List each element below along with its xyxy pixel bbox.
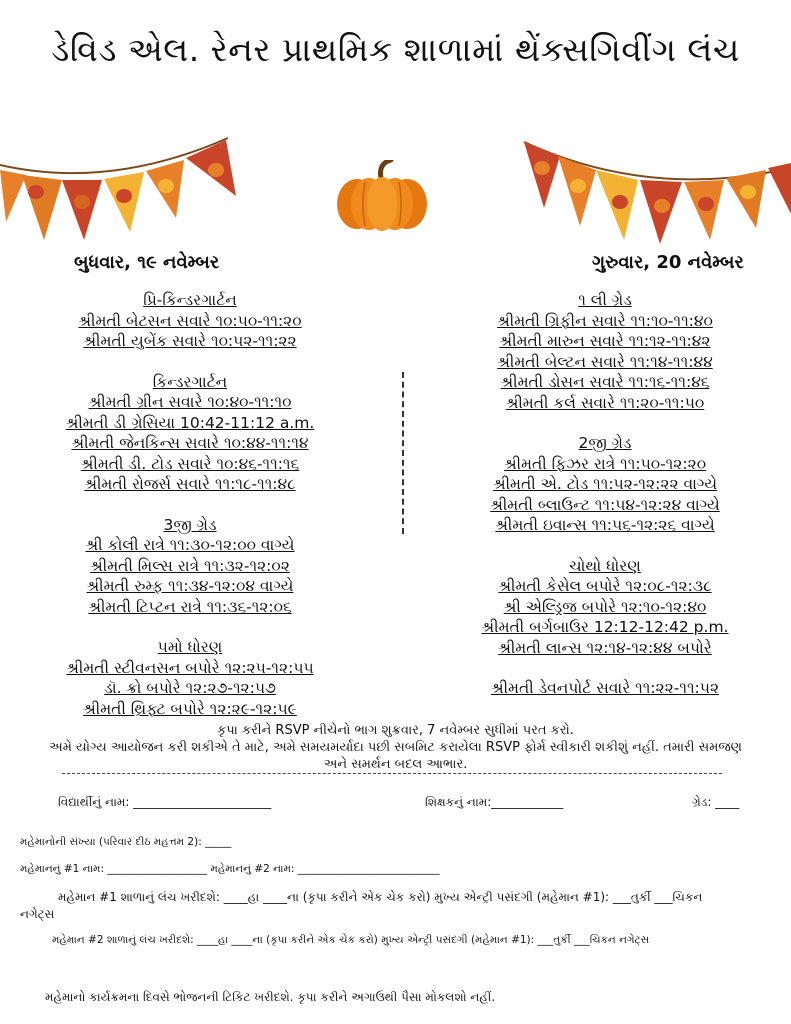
teacher-slot: શ્રીમતી યુબેંક સવારે ૧૦:૫૨-૧૧:૨૨ xyxy=(83,332,297,350)
teacher-slot: શ્રીમતી એ. ટોડ ૧૧:૫૨-૧૨:૨૨ વાગ્યે xyxy=(492,475,718,493)
teacher-slot: શ્રી એલ્ડ્રિજ બપોરે ૧૨:૧૦-૧૨:૪૦ xyxy=(503,597,707,616)
rsvp-policy-note: અમે યોગ્ય આયોજન કરી શકીએ તે માટે, અમે સમયમર્યાદા પછી સબમિટ કરાયેલા RSVP ફોર્મ સ્વીકારી શકીશું નહીં. તમારી સમજણ xyxy=(49,740,742,755)
day-heading-thursday: ગુરુવાર, 20 નવેમ્બર xyxy=(592,252,744,273)
pennant-flag xyxy=(0,170,26,222)
pennant-flag xyxy=(768,163,791,214)
teacher-slot: ડૉ. ક્રો બપોરે ૧૨:૨૭-૧૨:૫૭ xyxy=(104,679,276,697)
teacher-slot: શ્રીમતી ફિઝર રાત્રે ૧૧:૫૦-૧૨:૨૦ xyxy=(503,454,707,473)
grade-heading: પ્રિ-કિન્ડરગાર્ટન xyxy=(143,291,237,309)
grade-heading: 2જી ગ્રેડ xyxy=(578,434,632,452)
teacher-slot: શ્રીમતી લાન્સ ૧૨:૧૪-૧૨:૪૪ બપોરે xyxy=(498,638,712,657)
pennant-flag xyxy=(726,170,766,228)
guest2-lunch-field[interactable]: મહેમાન #2 શાળાનું લંચ ખરીદશે: ____હા ____ના (કૃપા કરીને એક ચેક કરો) મુખ્ય એન્ટ્રી પસંદગી (મહેમાન #1): ___તુર્કી ___ચિકન નગેટ્સ xyxy=(52,934,650,946)
teacher-slot: શ્રીમતી ડેવનપોર્ટ સવારે ૧૧:૨૨-૧૧:૫૨ xyxy=(490,679,720,697)
grade-field[interactable]: ગ્રેડ: ____ xyxy=(692,795,740,809)
day-heading-wednesday: બુધવાર, ૧૯ નવેમ્બર xyxy=(74,252,220,273)
teacher-slot: શ્રીમતી બર્ગબાઉર 12:12-12:42 p.m. xyxy=(481,618,729,636)
teacher-slot: શ્રીમતી રોજર્સ સવારે ૧૧:૧૮-૧૧:૪૮ xyxy=(84,475,296,493)
pumpkin-icon xyxy=(335,160,429,232)
teacher-slot: શ્રીમતી ડી. ટોડ સવારે ૧૦:૪૬-૧૧:૧૬ xyxy=(80,454,300,473)
teacher-slot: શ્રીમતી ડી ગ્રેસિયા 10:42-11:12 a.m. xyxy=(65,413,315,432)
grade-heading: ૫મો ધોરણ xyxy=(157,638,223,656)
grade-heading: કિન્ડરગાર્ટન xyxy=(152,372,228,391)
teacher-slot: શ્રીમતી સ્ટીવનસન બપોરે ૧૨:૨૫-૧૨:૫૫ xyxy=(66,658,314,677)
teacher-slot: શ્રીમતી બેલ્ટન સવારે ૧૧:૧૪-૧૧:૪૪ xyxy=(497,352,713,371)
rsvp-deadline-note: કૃપા કરીને RSVP નીચેનો ભાગ શુક્રવાર, 7 નવેમ્બર સુધીમાં પરત કરો. xyxy=(217,723,574,738)
guest-names-field[interactable]: મહેમાનનું #1 નામ: ___________________ મહેમાનનું #2 નામ: ___________________________ xyxy=(20,863,440,875)
schedule-column-wednesday xyxy=(40,290,340,719)
guest1-lunch-field-cont: નગેટ્સ xyxy=(20,907,55,921)
rsvp-thanks-note: અને સમર્થન બદલ આભાર. xyxy=(323,757,468,772)
pennant-flag xyxy=(62,180,102,240)
teacher-slot: શ્રીમતી ટિપ્ટન રાત્રે ૧૧:૩૬-૧૨:૦૬ xyxy=(88,597,292,616)
guest1-lunch-field[interactable]: મહેમાન #1 શાળાનું લંચ ખરીદશે: ____હા ____ના (કૃપા કરીને એક ચેક કરો) મુખ્ય એન્ટ્રી પસંદગી (મહેમાન #1): ___તુર્કી ___ચિકન xyxy=(58,890,703,904)
teacher-slot: શ્રીમતી ઇવાન્સ ૧૧:૫૬-૧૨:૨૬ વાગ્યે xyxy=(495,516,715,534)
teacher-slot: શ્રીમતી થ્રિફ્ટ બપોરે ૧૨:૨૯-૧૨:૫૯ xyxy=(83,699,297,718)
teacher-slot: શ્રીમતી બેટસન સવારે ૧૦:૫૦-૧૧:૨૦ xyxy=(78,311,302,330)
teacher-slot: શ્રીમતી ગ્રિફીન સવારે ૧૧:૧૦-૧૧:૪૦ xyxy=(497,311,713,330)
teacher-slot: શ્રીમતી જેનકિન્સ સવારે ૧૦:૪૪-૧૧:૧૪ xyxy=(71,434,309,452)
schedule-column-thursday xyxy=(455,290,755,699)
grade-heading: 3જી ગ્રેડ xyxy=(163,515,217,534)
grade-heading: ૧ લી ગ્રેડ xyxy=(578,291,632,309)
grade-heading: ચોથો ધોરણ xyxy=(569,556,641,575)
teacher-slot: શ્રીમતી ગ્રીન સવારે ૧૦:૪૦-૧૧:૧૦ xyxy=(88,393,292,411)
page-title: ડેવિડ એલ. રેનર પ્રાથમિક શાળામાં થેંક્સગિવીંગ લંચ xyxy=(51,30,740,69)
teacher-slot: શ્રીમતી ડોસન સવારે ૧૧:૧૬-૧૧:૪૬ xyxy=(500,373,710,391)
pennant-banner-icon xyxy=(0,130,240,245)
teacher-slot: શ્રીમતી બ્લાઉન્ટ ૧૧:૫૪-૧૨:૨૪ વાગ્યે xyxy=(490,495,720,514)
payment-note: મહેમાનો કાર્યક્રમના દિવસે ભોજનની ટિકિટ ખરીદશે. કૃપા કરીને અગાઉથી પૈસા મોકલશો નહીં. xyxy=(45,990,496,1004)
teacher-slot: શ્રીમતી મિલ્સ રાત્રે ૧૧:૩૨-૧૨:૦૨ xyxy=(90,556,290,575)
teacher-name-field[interactable]: શિક્ષકનું નામ:____________ xyxy=(425,795,564,809)
student-name-field[interactable]: વિદ્યાર્થીનું નામ: _______________________ xyxy=(58,795,272,809)
pennant-flag xyxy=(22,175,62,240)
pennant-banner-icon xyxy=(520,130,791,250)
guest-count-field[interactable]: મહેમાનોની સંખ્યા (પરિવાર દીઠ મહત્તમ 2): _____ xyxy=(20,836,232,848)
cut-line xyxy=(62,773,722,774)
column-divider xyxy=(402,372,404,534)
teacher-slot: શ્રીમતી મારુન સવારે ૧૧:૧૨-૧૧:૪૨ xyxy=(499,332,711,350)
teacher-slot: શ્રી કોલી રાત્રે ૧૧:૩૦-૧૨:૦૦ વાગ્યે xyxy=(85,536,295,554)
teacher-slot: શ્રીમતી રુમ્ફ ૧૧:૩૪-૧૨:૦૪ વાગ્યે xyxy=(86,577,294,595)
teacher-slot: શ્રીમતી કર્લ સવારે ૧૧:૨૦-૧૧:૫૦ xyxy=(505,393,705,412)
teacher-slot: શ્રીમતી કેસેલ બપોરે ૧૨:૦૮-૧૨:૩૮ xyxy=(498,577,712,595)
